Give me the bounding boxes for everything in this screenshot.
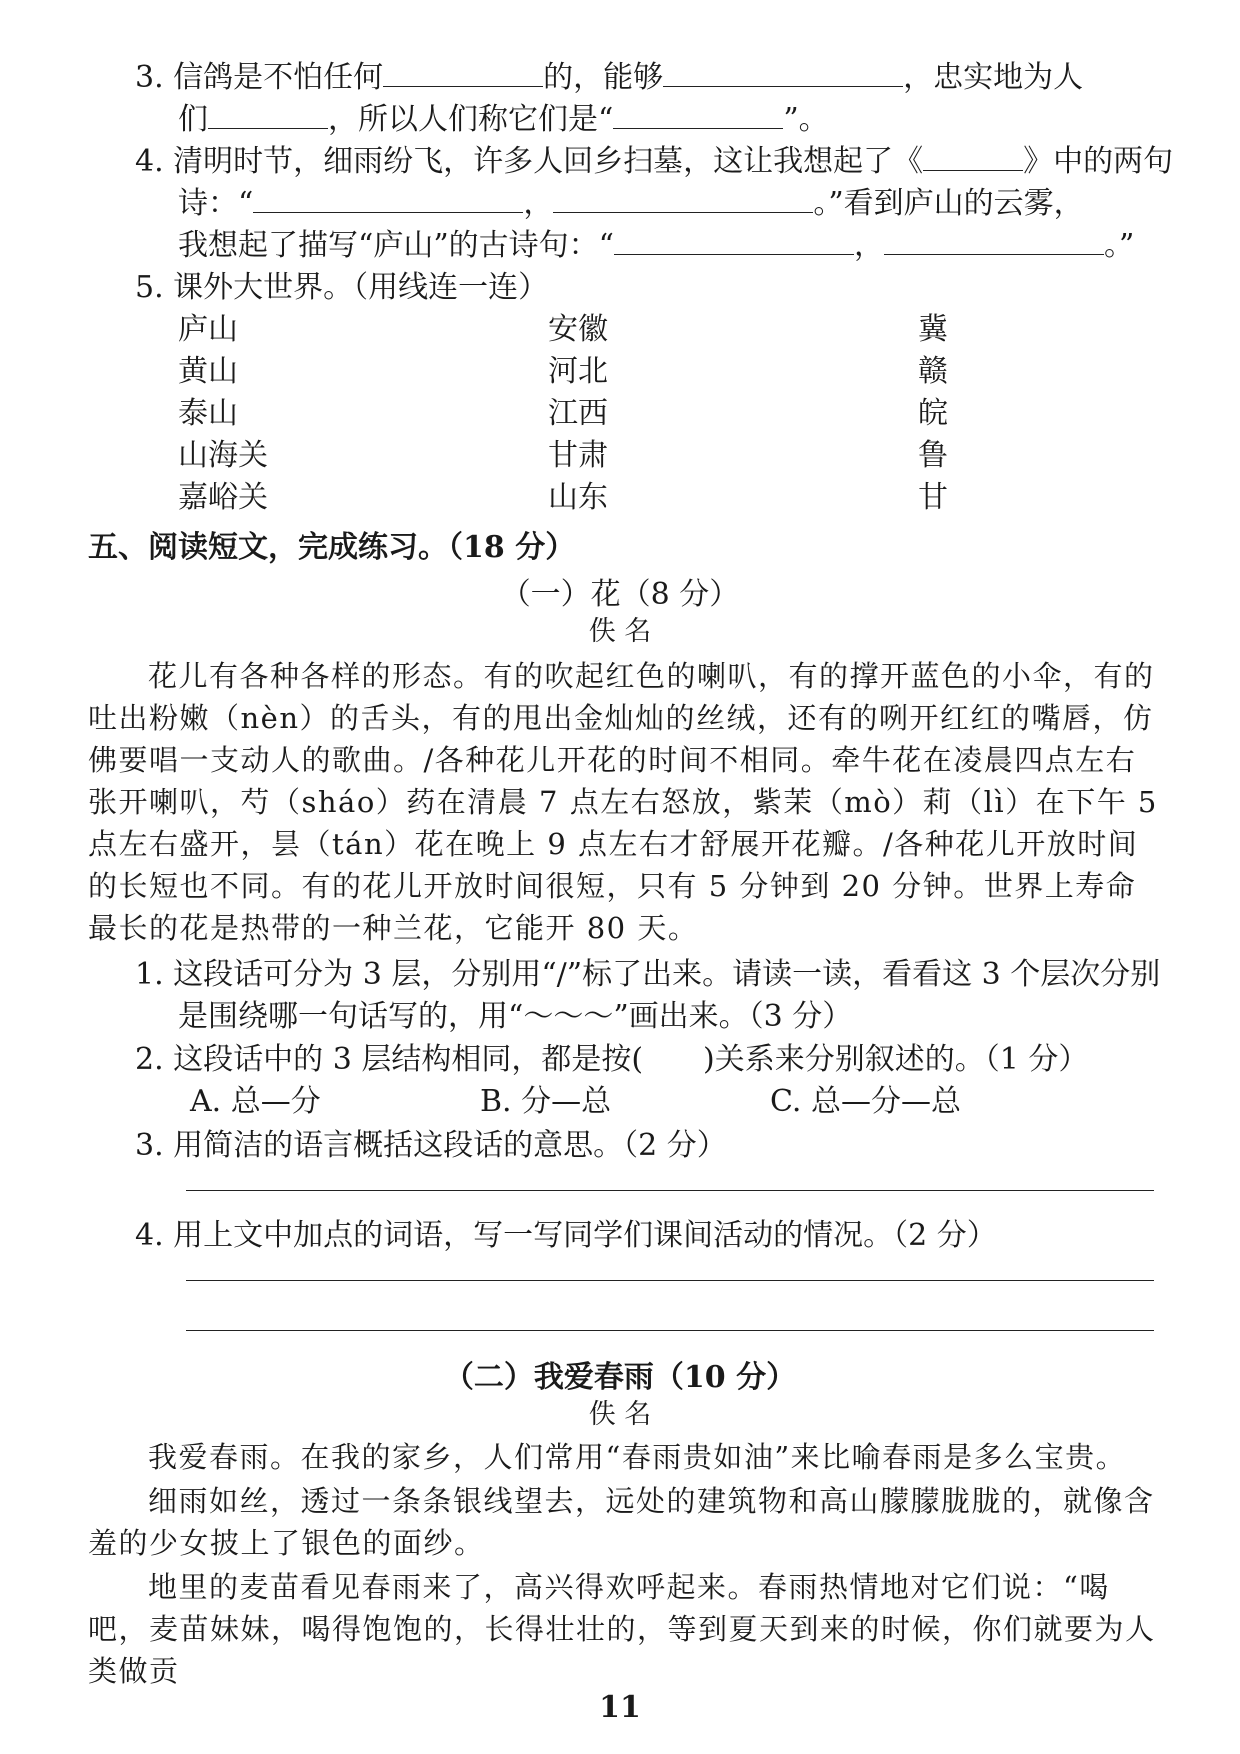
mountain-item[interactable]: 黄山 — [178, 354, 238, 389]
q4-blank-lushan-2[interactable] — [884, 228, 1104, 255]
page-number: 11 — [599, 1690, 641, 1725]
answer-line-q3[interactable] — [186, 1190, 1154, 1191]
abbreviation-item[interactable]: 鲁 — [918, 438, 948, 473]
question-3-line-2 — [178, 100, 829, 140]
question-4-line-1 — [135, 142, 1173, 182]
q4-text-e: 。”看到庐山的云雾， — [813, 186, 1084, 221]
province-item[interactable]: 甘肃 — [548, 438, 608, 473]
q3-blank-1[interactable] — [383, 60, 543, 87]
answer-line-q4-1[interactable] — [186, 1280, 1154, 1281]
q3-text-e: ，所以人们称它们是“ — [328, 102, 614, 137]
mountain-item[interactable]: 山海关 — [178, 438, 268, 473]
passage-1-title: （一）花（8 分） — [500, 577, 740, 612]
q4-text-f: 我想起了描写“庐山”的古诗句：“ — [178, 228, 615, 263]
passage-2-para-3: 地里的麦苗看见春雨来了，高兴得欢呼起来。春雨热情地对它们说：“喝吧，麦苗妹妹，喝得饱饱的，长得壮壮的，等到夏天到来的时候，你们就要为人类做贡 — [88, 1570, 1156, 1688]
q4-text-c: 诗：“ — [178, 186, 254, 221]
p1-question-4: 4. 用上文中加点的词语，写一写同学们课间活动的情况。（2 分） — [135, 1218, 997, 1253]
q4-blank-line-2[interactable] — [553, 186, 813, 213]
p1-question-1-line-2: 是围绕哪一句话写的，用“～～～”画出来。（3 分） — [178, 999, 853, 1034]
section-heading: 五、阅读短文，完成练习。（18 分） — [88, 530, 576, 565]
passage-1-author: 佚 名 — [588, 616, 652, 647]
abbreviation-item[interactable]: 赣 — [918, 354, 948, 389]
passage-2-para-1: 我爱春雨。在我的家乡，人们常用“春雨贵如油”来比喻春雨是多么宝贵。 — [148, 1440, 1127, 1474]
q4-text-b: 》中的两句 — [1023, 144, 1174, 179]
mountain-item[interactable]: 庐山 — [178, 312, 238, 347]
q4-blank-poem[interactable] — [923, 144, 1023, 171]
q4-blank-lushan-1[interactable] — [614, 228, 854, 255]
q4-blank-line-1[interactable] — [253, 186, 523, 213]
question-4-line-2 — [178, 184, 1084, 224]
province-item[interactable]: 安徽 — [548, 312, 608, 347]
q4-text-g: ， — [854, 228, 885, 263]
option-b[interactable]: B. 分—总 — [480, 1084, 612, 1119]
q3-text-b: 的，能够 — [543, 60, 664, 95]
q3-blank-2[interactable] — [663, 60, 903, 87]
mountain-item[interactable]: 泰山 — [178, 396, 238, 431]
passage-2-author: 佚 名 — [588, 1399, 652, 1430]
p1-question-1-line-1: 1. 这段话可分为 3 层，分别用“/”标了出来。请读一读，看看这 3 个层次分别 — [135, 957, 1161, 992]
abbreviation-item[interactable]: 皖 — [918, 396, 948, 431]
passage-1-text: 花儿有各种各样的形态。有的吹起红色的喇叭，有的撑开蓝色的小伞，有的吐出粉嫩（nèn）的舌头，有的甩出金灿灿的丝绒，还有的咧开红红的嘴唇，仿佛要唱一支动人的歌曲。/各种花儿开花的时间不相同。牵牛花在凌晨四点左右张开喇叭，芍（sháo）药在清晨 7 点左右怒放，紫茉（mò）莉（lì）在下午 5 点左右盛开，昙（tán）花在晚上 9 点左右才舒展开花瓣。/各种花儿开放时间的长短也不同。有的花儿开放时间很短，只有 5 分钟到 20 分钟。世界上寿命最长的花是热带的一种兰花，它能开 80 天。 — [88, 659, 1158, 945]
q3-text-a: 3. 信鸽是不怕任何 — [135, 60, 384, 95]
province-item[interactable]: 江西 — [548, 396, 608, 431]
q4-text-a: 4. 清明时节，细雨纷飞，许多人回乡扫墓，这让我想起了《 — [135, 144, 924, 179]
province-item[interactable]: 山东 — [548, 480, 608, 515]
p1-question-2: 2. 这段话中的 3 层结构相同，都是按( )关系来分别叙述的。（1 分） — [135, 1042, 1089, 1077]
abbreviation-item[interactable]: 甘 — [918, 480, 948, 515]
q4-text-h: 。” — [1104, 228, 1135, 263]
answer-line-q4-2[interactable] — [186, 1330, 1154, 1331]
abbreviation-item[interactable]: 冀 — [918, 312, 948, 347]
p1-question-3: 3. 用简洁的语言概括这段话的意思。（2 分） — [135, 1128, 727, 1163]
question-4-line-3 — [178, 226, 1134, 266]
question-5-title: 5. 课外大世界。（用线连一连） — [135, 270, 549, 305]
q3-blank-3[interactable] — [208, 102, 328, 129]
option-a[interactable]: A. 总—分 — [190, 1084, 321, 1119]
q4-text-d: ， — [523, 186, 554, 221]
option-c[interactable]: C. 总—分—总 — [770, 1084, 961, 1119]
q3-text-f: ”。 — [783, 102, 829, 137]
q3-text-c: ，忠实地为人 — [903, 60, 1084, 95]
province-item[interactable]: 河北 — [548, 354, 608, 389]
passage-2-para-2: 细雨如丝，透过一条条银线望去，远处的建筑物和高山朦朦胧胧的，就像含羞的少女披上了银色的面纱。 — [88, 1484, 1155, 1560]
passage-2-title: （二）我爱春雨（10 分） — [443, 1360, 797, 1395]
question-3-line-1 — [135, 58, 1083, 98]
q3-text-d: 们 — [178, 102, 208, 137]
mountain-item[interactable]: 嘉峪关 — [178, 480, 268, 515]
q3-blank-4[interactable] — [613, 102, 783, 129]
